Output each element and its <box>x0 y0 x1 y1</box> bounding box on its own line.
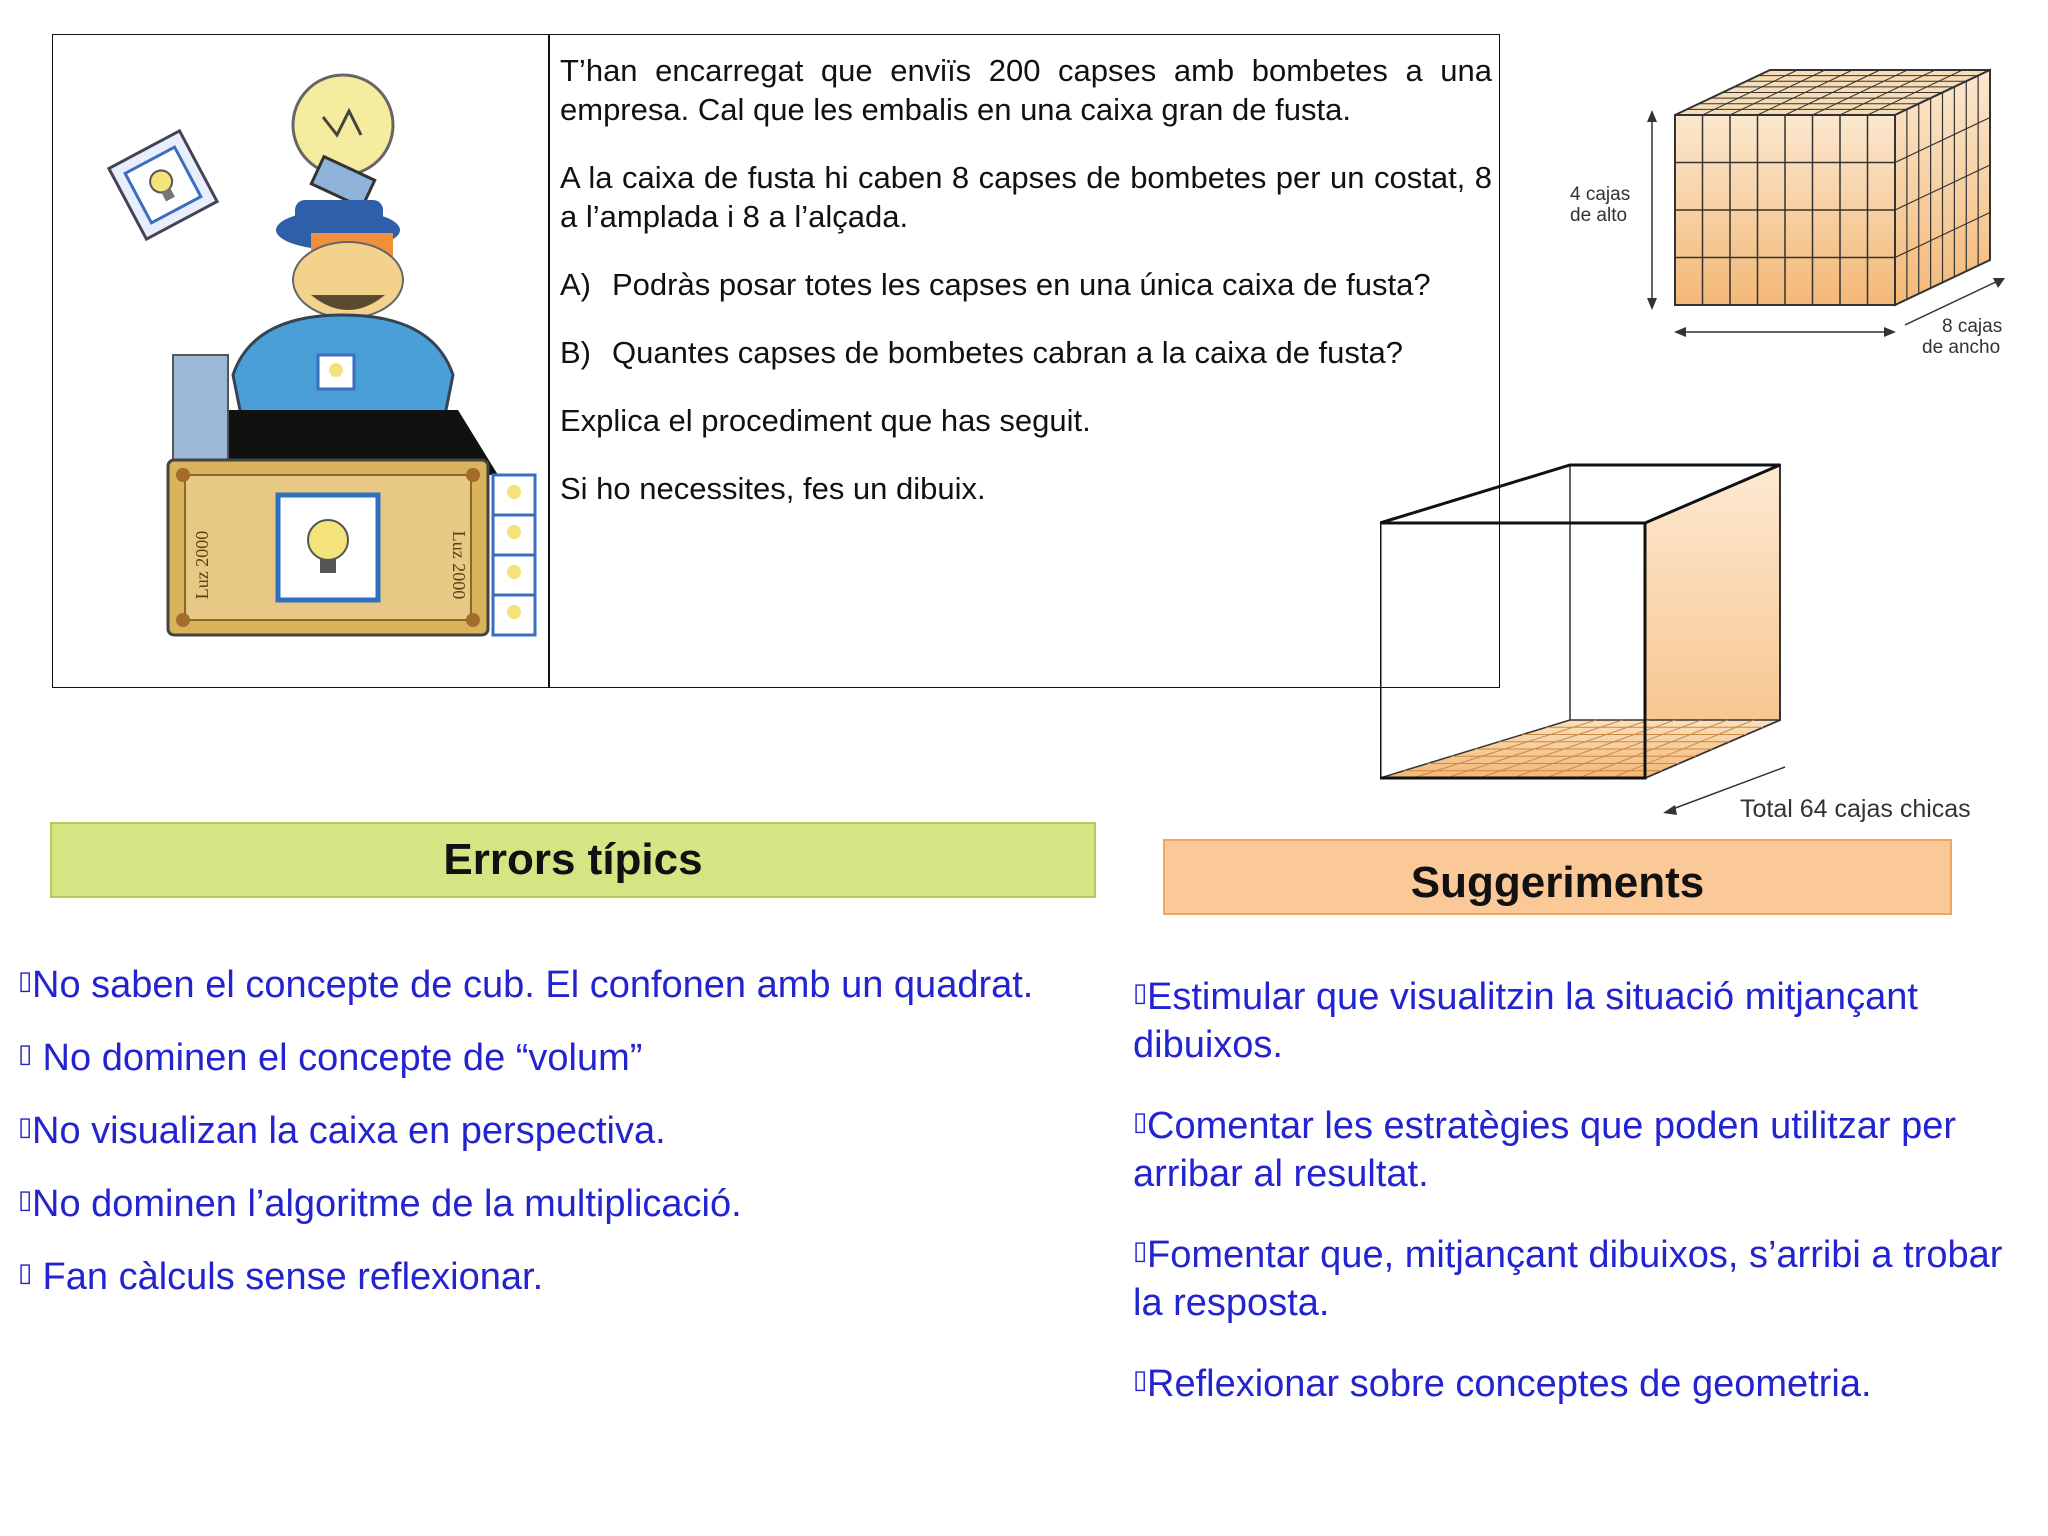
list-item <box>1133 1097 2013 1198</box>
list-item-text: No dominen el concepte de “volum” <box>32 1037 643 1079</box>
list-item <box>1133 968 2013 1069</box>
box-label-left: Luz 2000 <box>192 530 212 600</box>
problem-table <box>52 34 1500 688</box>
table-divider <box>548 35 550 687</box>
list-item-text: No dominen l’algoritme de la multiplicació. <box>32 1183 742 1225</box>
list-item <box>1133 1355 2013 1408</box>
floating-box-icon <box>109 131 217 239</box>
question-a <box>560 265 1492 304</box>
list-item <box>1133 1226 2013 1327</box>
list-item-text: No saben el concepte de cub. El confonen amb un quadrat. <box>32 964 1034 1006</box>
instruction: Explica el procediment que has seguit. <box>560 403 1091 438</box>
bullet-icon: ▯ <box>1133 977 1148 1007</box>
bullet-icon: ▯ <box>1133 1235 1148 1265</box>
problem-paragraph: A la caixa de fusta hi caben 8 capses de bombetes per un costat, 8 a l’amplada i 8 a l’alçada. <box>560 160 1492 234</box>
list-item-text: Estimular que visualitzin la situació mitjançant dibuixos. <box>1133 976 1918 1066</box>
list-item-text: No visualizan la caixa en perspectiva. <box>32 1110 666 1152</box>
errors-header: Errors típics <box>50 822 1096 898</box>
errors-list <box>18 955 1128 1320</box>
list-item <box>18 955 1128 1028</box>
total-label: Total 64 cajas chicas <box>1740 795 1971 823</box>
width-label-2: de ancho <box>1922 337 2001 358</box>
question-letter: B) <box>560 335 591 370</box>
suggestions-header: Suggeriments <box>1163 839 1952 915</box>
cube-grid-figure <box>1570 60 2020 370</box>
bullet-icon: ▯ <box>18 1038 33 1068</box>
instruction: Si ho necessites, fes un dibuix. <box>560 471 986 506</box>
bullet-icon: ▯ <box>18 965 33 995</box>
list-item <box>18 1174 1128 1247</box>
stacked-boxes-icon <box>493 475 535 635</box>
height-label-1: 4 cajas <box>1570 184 1631 205</box>
bullet-icon: ▯ <box>18 1111 33 1141</box>
box-label-right: Luz 2000 <box>449 530 469 600</box>
question-b <box>560 333 1492 372</box>
list-item <box>18 1028 1128 1101</box>
bullet-icon: ▯ <box>1133 1106 1148 1136</box>
width-label-1: 8 cajas <box>1942 316 2003 337</box>
problem-paragraph: T’han encarregat que enviïs 200 capses amb bombetes a una empresa. Cal que les embalis en una caixa gran de fusta. <box>560 53 1492 127</box>
list-item-text: Fan càlculs sense reflexionar. <box>32 1256 544 1298</box>
question-text: Quantes capses de bombetes cabran a la caixa de fusta? <box>612 335 1403 370</box>
list-item-text: Fomentar que, mitjançant dibuixos, s’arribi a trobar la resposta. <box>1133 1234 2003 1324</box>
light-bulb-icon <box>293 75 393 207</box>
question-text: Podràs posar totes les capses en una única caixa de fusta? <box>612 267 1431 302</box>
height-label-2: de alto <box>1570 205 1628 226</box>
list-item-text: Reflexionar sobre conceptes de geometria. <box>1147 1363 1872 1405</box>
list-item <box>18 1247 1128 1320</box>
problem-statement <box>560 51 1492 537</box>
worker-illustration <box>73 55 543 665</box>
bullet-icon: ▯ <box>18 1184 33 1214</box>
bullet-icon: ▯ <box>1133 1364 1148 1394</box>
list-item <box>18 1101 1128 1174</box>
suggestions-list <box>1133 968 2013 1436</box>
open-box-figure <box>1380 455 2030 835</box>
bullet-icon: ▯ <box>18 1257 33 1287</box>
list-item-text: Comentar les estratègies que poden utilitzar per arribar al resultat. <box>1133 1105 1957 1195</box>
question-letter: A) <box>560 267 591 302</box>
